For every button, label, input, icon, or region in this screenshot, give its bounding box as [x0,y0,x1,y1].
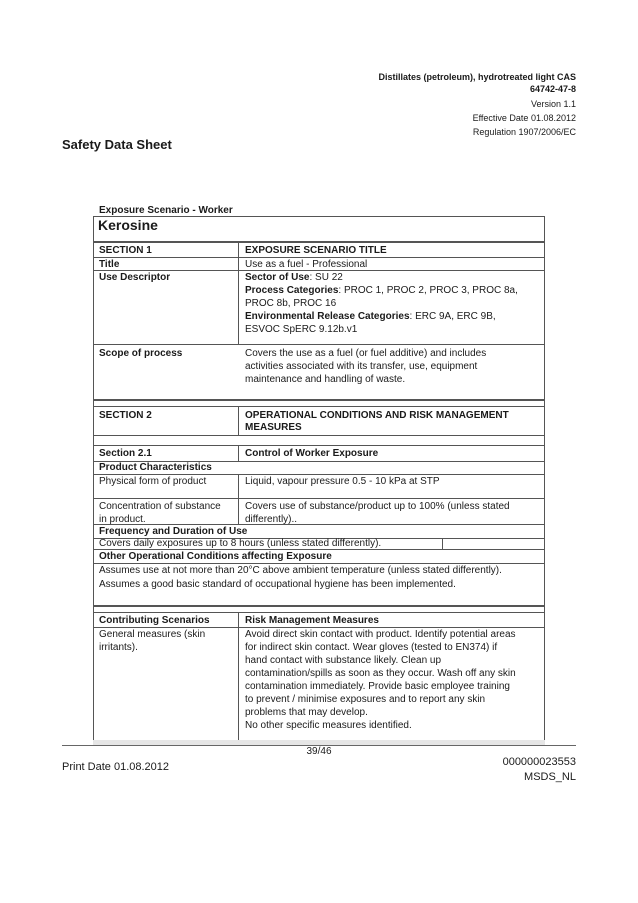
header-effective-date: Effective Date 01.08.2012 [472,113,576,123]
scope-line2: activities associated with its transfer, use, equipment [245,361,478,372]
process-categories-cont: PROC 8b, PROC 16 [245,298,337,309]
rmm-line: Avoid direct skin contact with product. Identify potential areas [245,629,516,640]
process-categories: Process Categories: PROC 1, PROC 2, PROC 3, PROC 8a, [245,285,518,296]
scope-label: Scope of process [99,348,183,359]
product-name: Kerosine [98,217,158,233]
other-conditions-heading: Other Operational Conditions affecting Exposure [99,551,332,562]
product-name-box [93,216,545,242]
section1-label: SECTION 1 [99,245,152,256]
header-product-line1: Distillates (petroleum), hydrotreated light CAS [378,72,576,82]
rmm-line: hand contact with substance likely. Clean up [245,655,442,666]
header-version: Version 1.1 [530,99,576,109]
scenario-line2: irritants). [99,642,138,653]
section21-heading: Control of Worker Exposure [245,448,379,459]
scope-line3: maintenance and handling of waste. [245,374,406,385]
page-title: Safety Data Sheet [62,137,172,152]
rmm-line: to prevent / minimise exposures and to report any skin [245,694,486,705]
rmm-line: contamination/spills as soon as they occur. Wash off any skin [245,668,516,679]
print-date: Print Date 01.08.2012 [62,761,170,773]
scenario-line1: General measures (skin [99,629,206,640]
rmm-line: No other specific measures identified. [245,720,412,731]
section2-label: SECTION 2 [99,410,152,421]
page-number: 39/46 [306,746,332,757]
frequency-heading: Frequency and Duration of Use [99,526,248,537]
title-label: Title [99,259,120,270]
physical-form-label: Physical form of product [99,476,207,487]
title-value: Use as a fuel - Professional [245,259,368,270]
concentration-label-line1: Concentration of substance [99,501,221,512]
other-conditions-line2: Assumes a good basic standard of occupational hygiene has been implemented. [99,579,456,590]
other-conditions-line1: Assumes use at not more than 20°C above ambient temperature (unless stated differently). [99,565,502,576]
section1-heading: EXPOSURE SCENARIO TITLE [245,245,387,256]
product-characteristics: Product Characteristics [99,462,212,473]
scope-line1: Covers the use as a fuel (or fuel additive) and includes [245,348,487,359]
doc-number: 000000023553 [502,756,576,768]
rmm-line: for indirect skin contact. Wear gloves (tested to EN374) if [245,642,498,653]
section2-heading-line2: MEASURES [245,422,302,433]
section2-heading-line1: OPERATIONAL CONDITIONS AND RISK MANAGEMENT [245,410,509,421]
risk-management-heading: Risk Management Measures [245,615,379,626]
concentration-value-line2: differently).. [245,514,298,525]
contributing-scenarios-heading: Contributing Scenarios [99,615,210,626]
sector-of-use: Sector of Use: SU 22 [245,272,343,283]
physical-form-value: Liquid, vapour pressure 0.5 - 10 kPa at STP [245,476,440,487]
concentration-value-line1: Covers use of substance/product up to 100% (unless stated [245,501,510,512]
doc-code: MSDS_NL [524,771,576,783]
concentration-label-line2: in product. [99,514,146,525]
header-regulation: Regulation 1907/2006/EC [472,127,576,137]
rmm-line: problems that may develop. [245,707,368,718]
rmm-line: contamination immediately. Provide basic employee training [245,681,510,692]
env-release-categories: Environmental Release Categories: ERC 9A, ERC 9B, [245,311,496,322]
header-product-line2: 64742-47-8 [529,84,576,94]
frequency-value: Covers daily exposures up to 8 hours (unless stated differently). [99,538,382,549]
use-descriptor-label: Use Descriptor [99,272,171,283]
section21-label: Section 2.1 [99,448,152,459]
scenario-label: Exposure Scenario - Worker [99,205,233,216]
env-release-categories-cont: ESVOC SpERC 9.12b.v1 [245,324,358,335]
